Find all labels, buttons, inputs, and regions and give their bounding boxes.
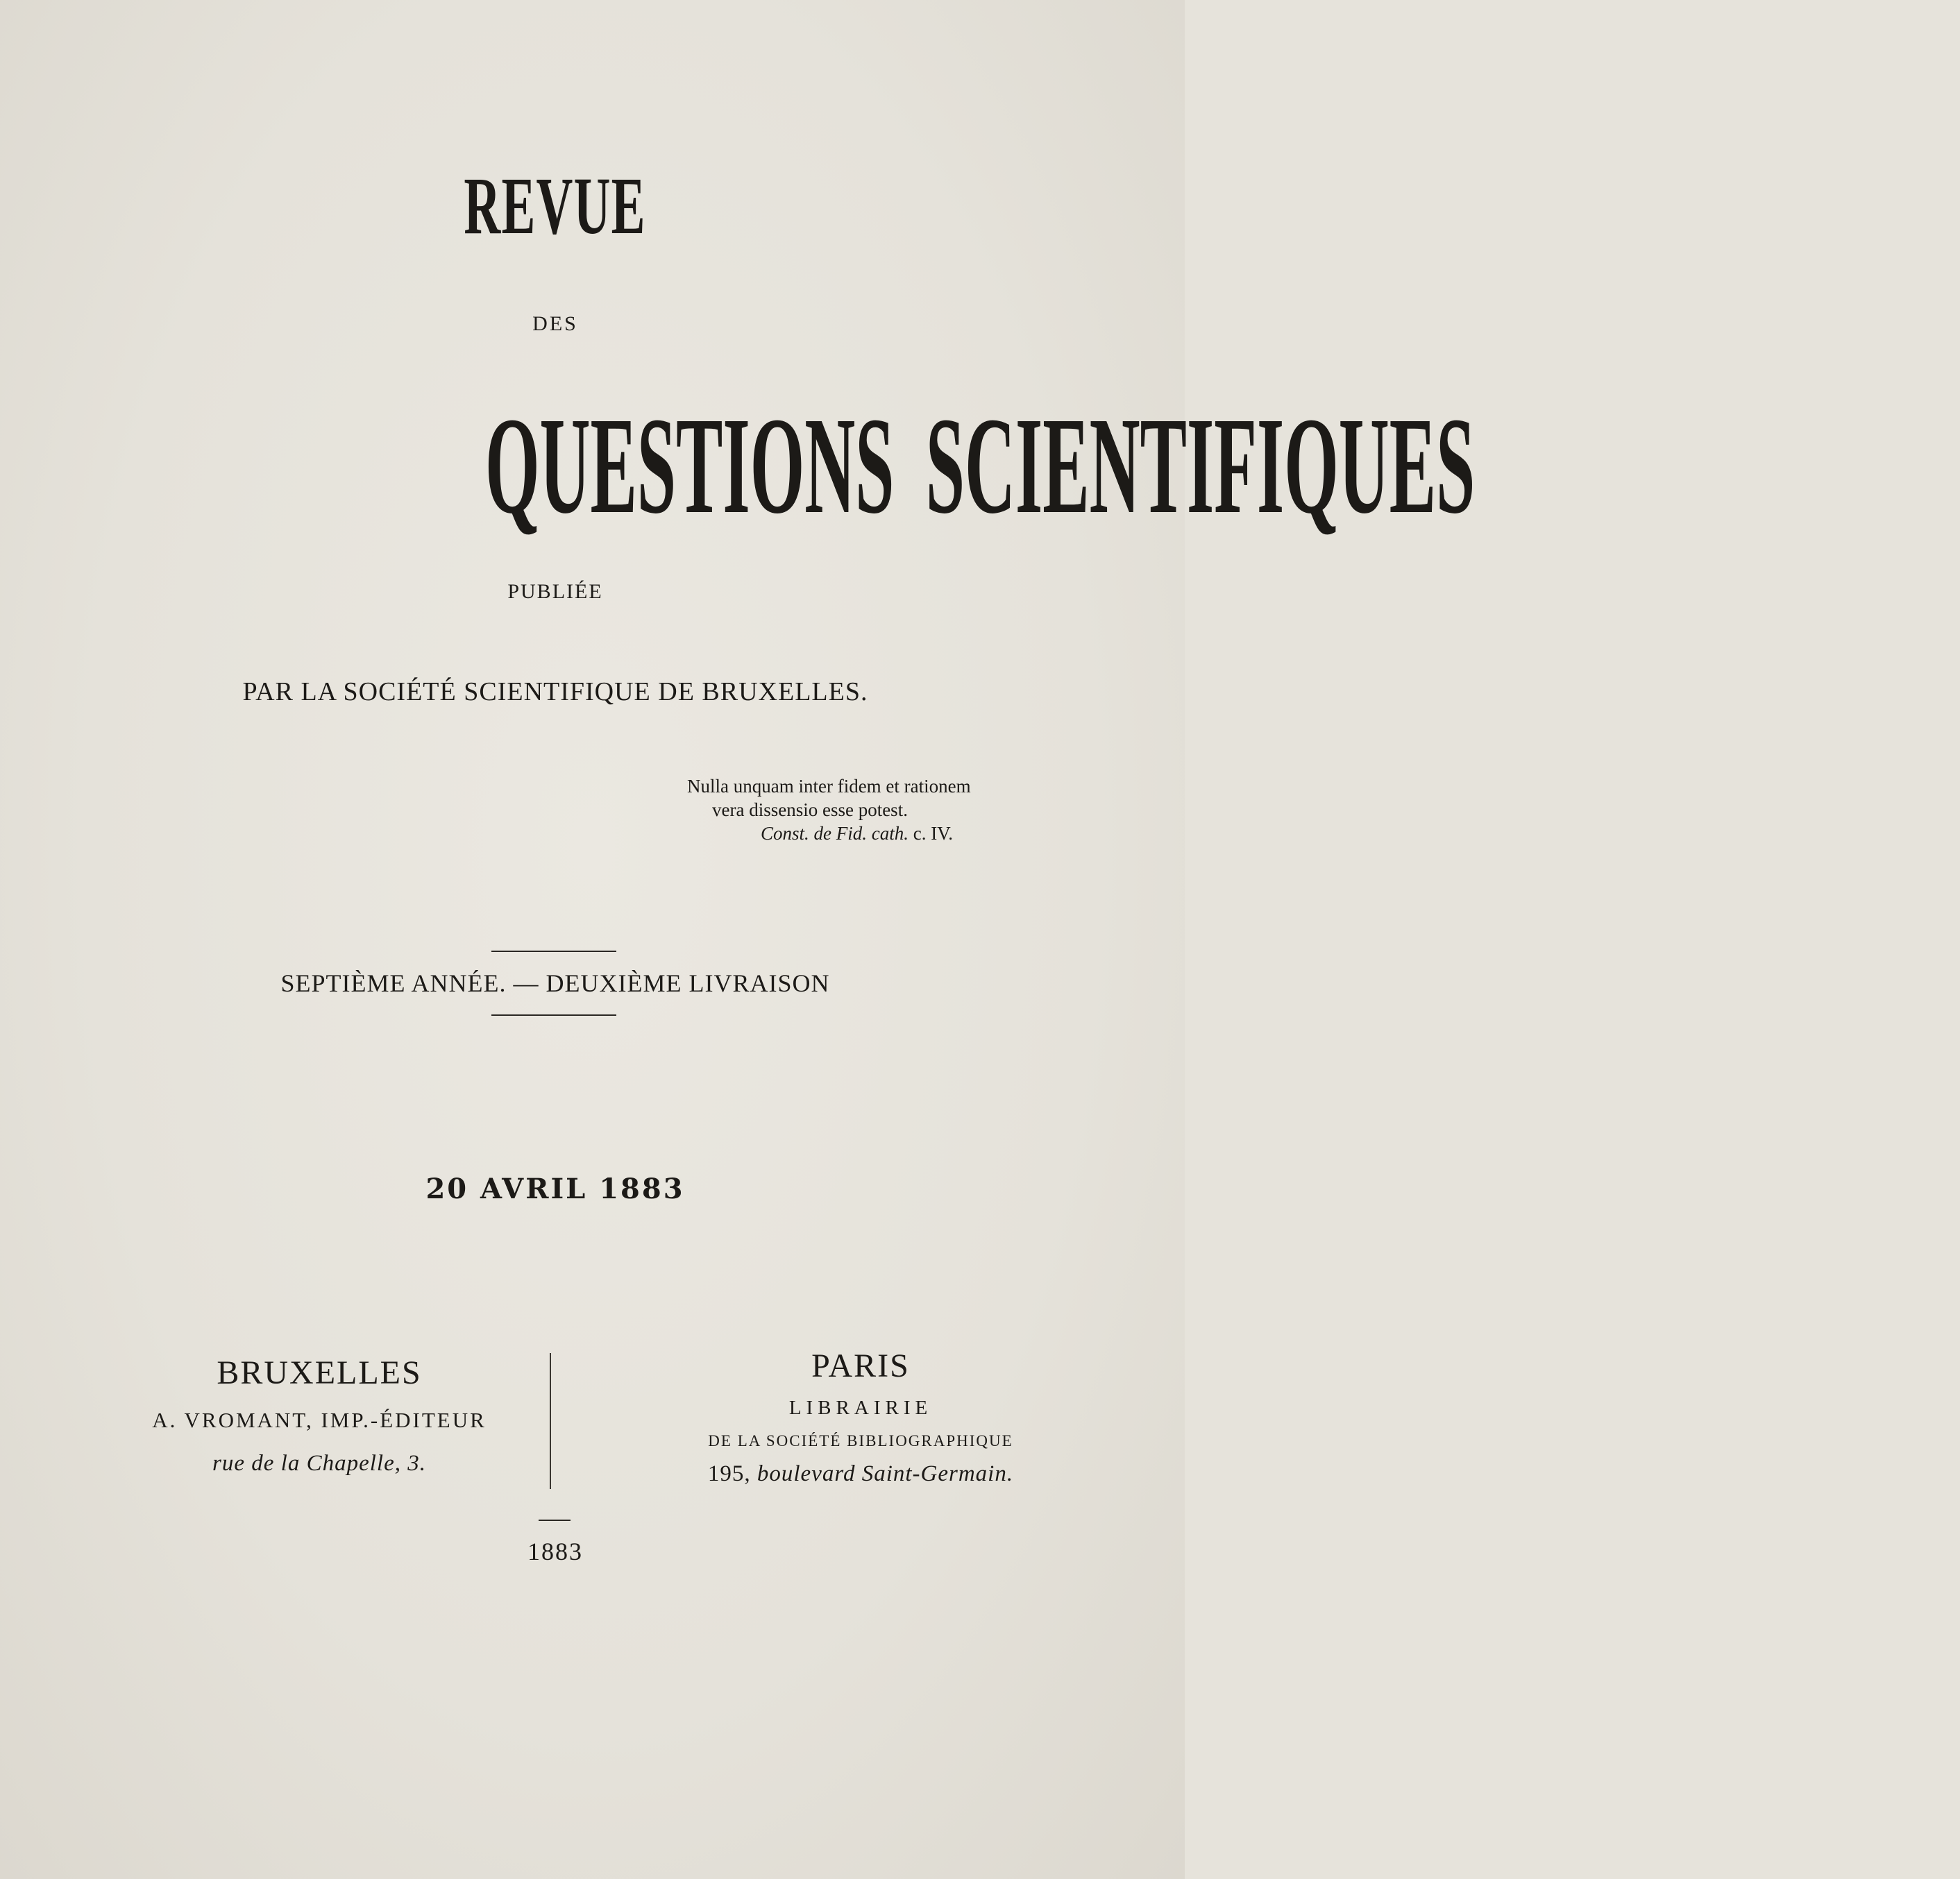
motto-line-2: vera dissensio esse potest. xyxy=(712,799,908,820)
imprint-left-address: rue de la Chapelle, 3. xyxy=(212,1451,426,1476)
imprint-bruxelles xyxy=(90,1354,548,1477)
issue-date: 20 AVRIL 1883 xyxy=(425,1173,685,1205)
motto-citation-source: Const. de Fid. cath. xyxy=(761,823,909,844)
imprint-right-librairie: LIBRAIRIE xyxy=(788,1397,933,1419)
imprint-right-societe: DE LA SOCIÉTÉ BIBLIOGRAPHIQUE xyxy=(708,1432,1013,1449)
imprint-paris xyxy=(611,1347,1110,1487)
imprint-year: 1883 xyxy=(527,1538,583,1565)
journal-word-revue: REVUE xyxy=(464,160,647,251)
imprint-left-city: BRUXELLES xyxy=(217,1354,422,1391)
publisher-society: PAR LA SOCIÉTÉ SCIENTIFIQUE DE BRUXELLES. xyxy=(242,677,868,706)
rule-above-annee xyxy=(491,951,616,952)
imprint-divider xyxy=(550,1353,551,1489)
imprint-right-address-line xyxy=(611,1461,1110,1487)
imprint-right-number: 195, xyxy=(707,1461,751,1486)
motto-epigraph xyxy=(687,774,971,845)
journal-word-des: DES xyxy=(532,312,578,335)
publiee-label: PUBLIÉE xyxy=(507,580,603,603)
motto-line-1: Nulla unquam inter fidem et rationem xyxy=(687,776,971,797)
rule-below-annee xyxy=(491,1014,616,1016)
journal-title: QUESTIONS SCIENTIFIQUES xyxy=(485,389,1476,543)
imprint-left-publisher: A. VROMANT, IMP.-ÉDITEUR xyxy=(152,1408,487,1432)
imprint-right-city: PARIS xyxy=(811,1347,910,1384)
motto-citation-ref: c. IV. xyxy=(913,823,953,844)
imprint-right-address: boulevard Saint-Germain. xyxy=(757,1461,1014,1486)
motto-citation xyxy=(761,822,1045,845)
issue-annee: SEPTIÈME ANNÉE. — DEUXIÈME LIVRAISON xyxy=(280,969,830,997)
rule-above-year xyxy=(539,1520,571,1521)
